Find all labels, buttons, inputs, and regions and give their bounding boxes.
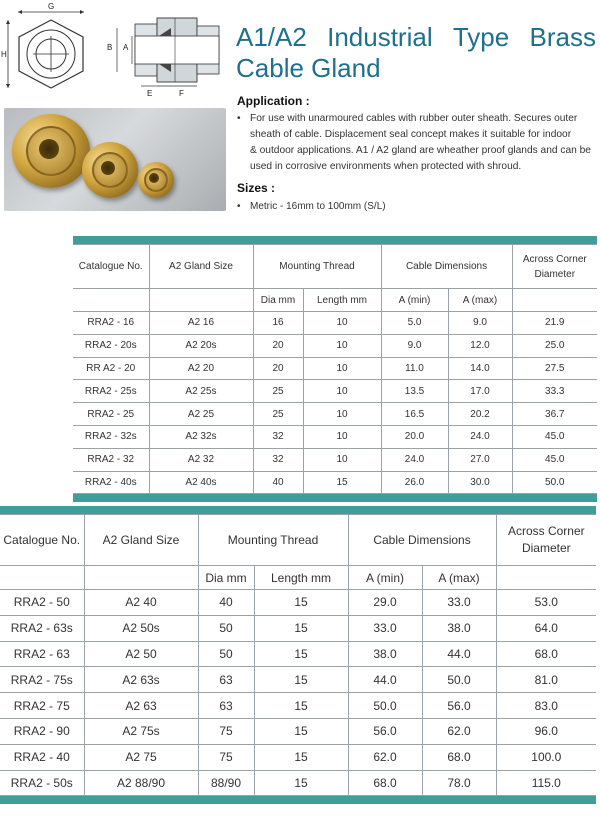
large-gland-image <box>12 114 90 188</box>
table-cell: 16.5 <box>381 403 448 426</box>
header-length-mm: Length mm <box>254 566 348 590</box>
bullet-icon: • <box>237 113 241 124</box>
table-cell: RRA2 - 63 <box>0 641 84 667</box>
header-across-corner: Across Corner Diameter <box>512 245 597 289</box>
dim-label-b: B <box>107 43 113 52</box>
table-top-bar <box>0 506 596 514</box>
title-word: A1/A2 <box>236 22 307 52</box>
table-cell: 45.0 <box>512 448 597 471</box>
table-cell: RRA2 - 25 <box>73 403 149 426</box>
table-cell: 32 <box>253 425 303 448</box>
header-catalogue-no: Catalogue No. <box>73 245 149 289</box>
table-cell: A2 50s <box>84 615 198 641</box>
table-cell: A2 63s <box>84 667 198 693</box>
title-word: Industrial <box>327 22 433 52</box>
table-cell: A2 50 <box>84 641 198 667</box>
header-a-max: A (max) <box>448 289 512 312</box>
table-cell: RRA2 - 16 <box>73 312 149 335</box>
table-cell: RRA2 - 25s <box>73 380 149 403</box>
table-cell: RRA2 - 50 <box>0 590 84 616</box>
table-cell: 10 <box>303 312 381 335</box>
table-row <box>0 590 596 616</box>
table-cell: 40 <box>253 471 303 494</box>
table-cell: RRA2 - 20s <box>73 334 149 357</box>
title-word: Type <box>452 22 510 52</box>
table-cell: 27.0 <box>448 448 512 471</box>
table-cell: 44.0 <box>422 641 496 667</box>
table-cell: 33.0 <box>422 590 496 616</box>
application-line: For use with unarmoured cables with rubber outer sheath. Secures outer <box>250 113 578 124</box>
table-cell: RRA2 - 32s <box>73 425 149 448</box>
table-cell: 88/90 <box>198 770 254 796</box>
application-line: used in corrosive environments when protected with shroud. <box>250 161 522 172</box>
table-cell: RRA2 - 75s <box>0 667 84 693</box>
table-cell: 75 <box>198 744 254 770</box>
table-cell: A2 63 <box>84 693 198 719</box>
title-line-2: Cable Gland <box>236 53 381 83</box>
dim-label-e: E <box>147 89 153 98</box>
table-top-bar <box>73 236 597 244</box>
table-cell: RR A2 - 20 <box>73 357 149 380</box>
table-row <box>0 744 596 770</box>
table-bottom-bar <box>73 494 597 502</box>
table-cell: 20.2 <box>448 403 512 426</box>
table-cell: A2 25s <box>149 380 253 403</box>
table-cell: 68.0 <box>496 641 596 667</box>
table-cell: 33.3 <box>512 380 597 403</box>
table-cell: A2 20s <box>149 334 253 357</box>
table-cell: 15 <box>254 667 348 693</box>
header-dia-mm: Dia mm <box>198 566 254 590</box>
table-cell: 15 <box>303 471 381 494</box>
table-cell: A2 20 <box>149 357 253 380</box>
header-dia-mm: Dia mm <box>253 289 303 312</box>
table-row <box>73 471 597 494</box>
table-cell: 10 <box>303 448 381 471</box>
table-cell: 30.0 <box>448 471 512 494</box>
table-row <box>0 770 596 796</box>
table-cell: 15 <box>254 590 348 616</box>
table-cell: 26.0 <box>381 471 448 494</box>
table-cell: RRA2 - 90 <box>0 718 84 744</box>
page-title <box>236 22 596 84</box>
table-cell: 40 <box>198 590 254 616</box>
table-row <box>73 380 597 403</box>
table-cell: RRA2 - 32 <box>73 448 149 471</box>
table-cell: 15 <box>254 615 348 641</box>
table-cell: 63 <box>198 693 254 719</box>
table-cell: A2 88/90 <box>84 770 198 796</box>
table-cell: 17.0 <box>448 380 512 403</box>
table-cell: 9.0 <box>448 312 512 335</box>
table-cell: A2 32s <box>149 425 253 448</box>
table-cell: 75 <box>198 718 254 744</box>
table-cell: RRA2 - 75 <box>0 693 84 719</box>
table-cell: 63 <box>198 667 254 693</box>
sizes-text: Metric - 16mm to 100mm (S/L) <box>250 201 386 212</box>
sizes-item <box>237 201 386 212</box>
table-cell: 62.0 <box>348 744 422 770</box>
bullet-icon: • <box>237 201 241 212</box>
header-length-mm: Length mm <box>303 289 381 312</box>
table-row <box>0 693 596 719</box>
dim-label-h: H <box>1 50 7 59</box>
gland-side-section-diagram <box>105 14 225 100</box>
table-cell: 12.0 <box>448 334 512 357</box>
medium-gland-image <box>82 142 138 198</box>
table-cell: 53.0 <box>496 590 596 616</box>
table-row <box>73 312 597 335</box>
table-cell: 100.0 <box>496 744 596 770</box>
table-cell: 15 <box>254 641 348 667</box>
table-cell: A2 40 <box>84 590 198 616</box>
table-row <box>73 334 597 357</box>
table-row <box>0 667 596 693</box>
table-cell: RRA2 - 63s <box>0 615 84 641</box>
table-cell: 25 <box>253 380 303 403</box>
table-cell: RRA2 - 40 <box>0 744 84 770</box>
table-cell: 56.0 <box>422 693 496 719</box>
table-cell: 20 <box>253 357 303 380</box>
table-cell: 15 <box>254 718 348 744</box>
table-cell: 68.0 <box>348 770 422 796</box>
spec-table-large <box>0 506 596 804</box>
table-cell: 21.9 <box>512 312 597 335</box>
table-cell: A2 32 <box>149 448 253 471</box>
table-cell: A2 75s <box>84 718 198 744</box>
table-cell: 115.0 <box>496 770 596 796</box>
table-cell: 62.0 <box>422 718 496 744</box>
table-cell: A2 25 <box>149 403 253 426</box>
header-cable-dimensions: Cable Dimensions <box>381 245 512 289</box>
header-across-corner: Across Corner Diameter <box>496 515 596 566</box>
application-line: & outdoor applications. A1 / A2 gland are wheather proof glands and can be <box>250 145 591 156</box>
dim-label-g: G <box>48 2 55 11</box>
header-a-max: A (max) <box>422 566 496 590</box>
table-cell: 15 <box>254 693 348 719</box>
table-cell: 81.0 <box>496 667 596 693</box>
table-cell: 38.0 <box>422 615 496 641</box>
application-description <box>237 111 597 175</box>
table-cell: 5.0 <box>381 312 448 335</box>
application-heading: Application : <box>237 94 310 108</box>
table-cell: 38.0 <box>348 641 422 667</box>
table-cell: 10 <box>303 380 381 403</box>
sizes-heading: Sizes : <box>237 181 276 195</box>
table-cell: 44.0 <box>348 667 422 693</box>
application-line: sheath of cable. Displacement seal concept makes it suitable for indoor <box>250 129 572 140</box>
table-cell: 9.0 <box>381 334 448 357</box>
table-cell: 10 <box>303 357 381 380</box>
table-cell: 14.0 <box>448 357 512 380</box>
table-cell: 29.0 <box>348 590 422 616</box>
table-cell: 15 <box>254 770 348 796</box>
table-cell: 10 <box>303 425 381 448</box>
table-row <box>0 641 596 667</box>
table-cell: 50 <box>198 615 254 641</box>
table-cell: 50 <box>198 641 254 667</box>
table-row <box>0 615 596 641</box>
table-row <box>73 425 597 448</box>
table-cell: 16 <box>253 312 303 335</box>
table-cell: 20 <box>253 334 303 357</box>
table-cell: 68.0 <box>422 744 496 770</box>
table-cell: 64.0 <box>496 615 596 641</box>
dim-label-a: A <box>123 43 129 52</box>
table-row <box>73 357 597 380</box>
table-cell: 15 <box>254 744 348 770</box>
table-cell: 32 <box>253 448 303 471</box>
table-cell: 50.0 <box>512 471 597 494</box>
table-cell: RRA2 - 40s <box>73 471 149 494</box>
header-cable-dimensions: Cable Dimensions <box>348 515 496 566</box>
header-catalogue-no: Catalogue No. <box>0 515 84 566</box>
table-cell: 36.7 <box>512 403 597 426</box>
table-cell: RRA2 - 50s <box>0 770 84 796</box>
dim-label-f: F <box>179 89 184 98</box>
table-cell: 45.0 <box>512 425 597 448</box>
table-row <box>0 718 596 744</box>
header-a-min: A (min) <box>348 566 422 590</box>
header-gland-size: A2 Gland Size <box>149 245 253 289</box>
table-cell: 33.0 <box>348 615 422 641</box>
small-gland-image <box>138 162 174 198</box>
header-gland-size: A2 Gland Size <box>84 515 198 566</box>
table-cell: 24.0 <box>448 425 512 448</box>
table-cell: 56.0 <box>348 718 422 744</box>
spec-table-small <box>73 236 597 502</box>
table-cell: 83.0 <box>496 693 596 719</box>
table-cell: 25.0 <box>512 334 597 357</box>
table-cell: 96.0 <box>496 718 596 744</box>
header-mounting-thread: Mounting Thread <box>198 515 348 566</box>
title-word: Brass <box>529 22 596 52</box>
table-cell: 10 <box>303 334 381 357</box>
table-cell: 50.0 <box>348 693 422 719</box>
table-cell: 13.5 <box>381 380 448 403</box>
table-row <box>73 448 597 471</box>
table-cell: 27.5 <box>512 357 597 380</box>
product-photo <box>4 108 226 211</box>
gland-front-view-diagram <box>0 0 95 100</box>
table-bottom-bar <box>0 796 596 804</box>
table-cell: 25 <box>253 403 303 426</box>
table-cell: A2 16 <box>149 312 253 335</box>
table-cell: 24.0 <box>381 448 448 471</box>
table-cell: 11.0 <box>381 357 448 380</box>
table-cell: 10 <box>303 403 381 426</box>
table-cell: 20.0 <box>381 425 448 448</box>
table-row <box>73 403 597 426</box>
header-mounting-thread: Mounting Thread <box>253 245 381 289</box>
header-a-min: A (min) <box>381 289 448 312</box>
table-cell: A2 75 <box>84 744 198 770</box>
table-cell: A2 40s <box>149 471 253 494</box>
table-cell: 78.0 <box>422 770 496 796</box>
table-cell: 50.0 <box>422 667 496 693</box>
